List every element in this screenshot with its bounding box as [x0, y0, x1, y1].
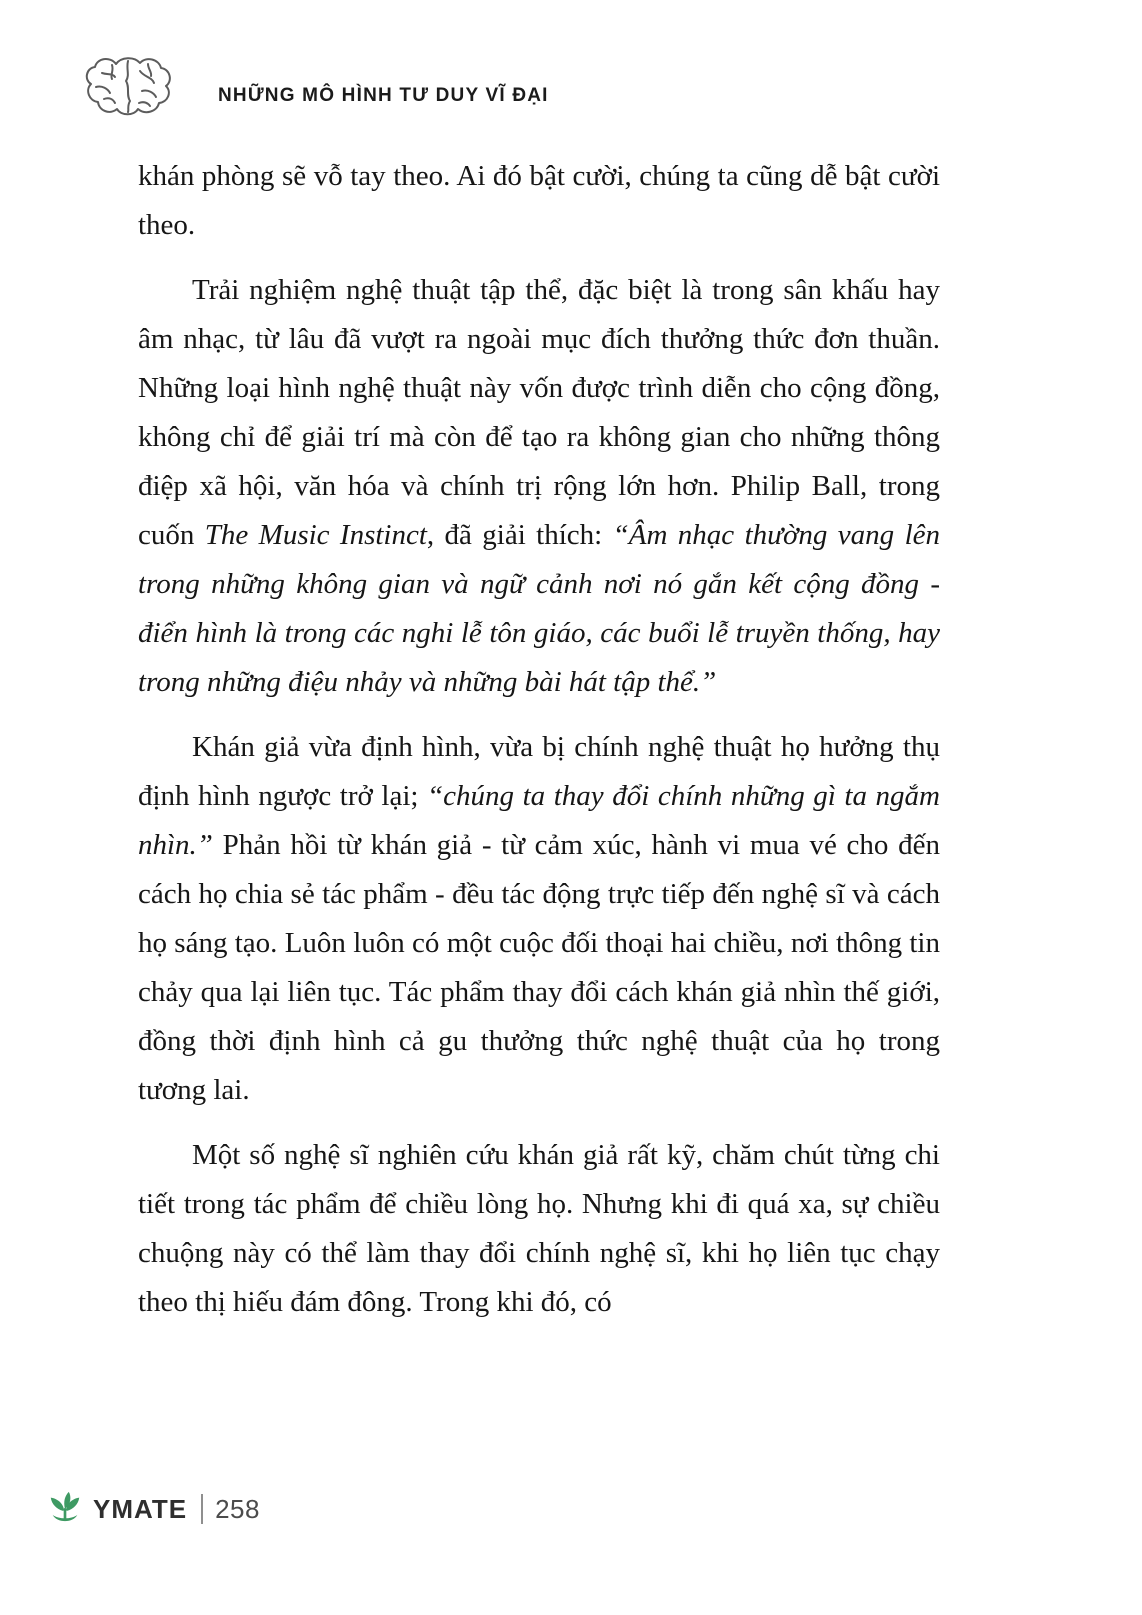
- italic-text-run: “chúng ta thay đổi chính những gì ta ngắm nhìn.”: [138, 780, 940, 861]
- paragraph: [138, 266, 940, 707]
- body-paragraphs: [138, 152, 940, 1343]
- footer-divider: [201, 1494, 203, 1524]
- page-number: 258: [215, 1493, 260, 1524]
- text-run: khán phòng sẽ vỗ tay theo. Ai đó bật cười, chúng ta cũng dễ bật cười theo.: [138, 160, 940, 241]
- book-title: NHỮNG MÔ HÌNH TƯ DUY VĨ ĐẠI: [218, 85, 549, 106]
- text-run: Khán giả vừa định hình, vừa bị chính nghệ thuật họ hưởng thụ định hình ngược trở lại;: [138, 731, 940, 812]
- text-run: Một số nghệ sĩ nghiên cứu khán giả rất kỹ, chăm chút từng chi tiết trong tác phẩm để chiều lòng họ. Nhưng khi đi quá xa, sự chiều chuộng này có thể làm thay đổi chính nghệ sĩ, khi họ liên tục chạy theo thị hiếu đám đông. Trong khi đó, có: [138, 1139, 940, 1318]
- brand-name: YMATE: [93, 1493, 188, 1524]
- italic-text-run: “Âm nhạc thường vang lên trong những không gian và ngữ cảnh nơi nó gắn kết cộng đồng - điển hình là trong các nghi lễ tôn giáo, các buổi lễ truyền thống, hay trong những điệu nhảy và những bài hát tập thể.”: [138, 519, 940, 698]
- paragraph: [138, 152, 940, 250]
- ymate-logo-icon: [46, 1490, 84, 1528]
- text-run: Trải nghiệm nghệ thuật tập thể, đặc biệt là trong sân khấu hay âm nhạc, từ lâu đã vượt ra ngoài mục đích thưởng thức đơn thuần. Những loại hình nghệ thuật này vốn được trình diễn cho cộng đồng, không chỉ để giải trí mà còn để tạo ra không gian cho những thông điệp xã hội, văn hóa và chính trị rộng lớn hơn. Philip Ball, trong cuốn: [138, 274, 940, 551]
- text-run: Phản hồi từ khán giả - từ cảm xúc, hành vi mua vé cho đến cách họ chia sẻ tác phẩm - đều tác động trực tiếp đến nghệ sĩ và cách họ sáng tạo. Luôn luôn có một cuộc đối thoại hai chiều, nơi thông tin chảy qua lại liên tục. Tác phẩm thay đổi cách khán giả nhìn thế giới, đồng thời định hình cả gu thưởng thức nghệ thuật của họ trong tương lai.: [138, 829, 941, 1106]
- text-run: , đã giải thích:: [426, 519, 613, 551]
- paragraph: [138, 723, 940, 1115]
- paragraph: [138, 1131, 940, 1327]
- page-footer: [46, 1490, 260, 1528]
- brain-icon: [82, 48, 192, 134]
- page-header: [82, 48, 549, 134]
- italic-text-run: The Music Instinct: [204, 519, 427, 551]
